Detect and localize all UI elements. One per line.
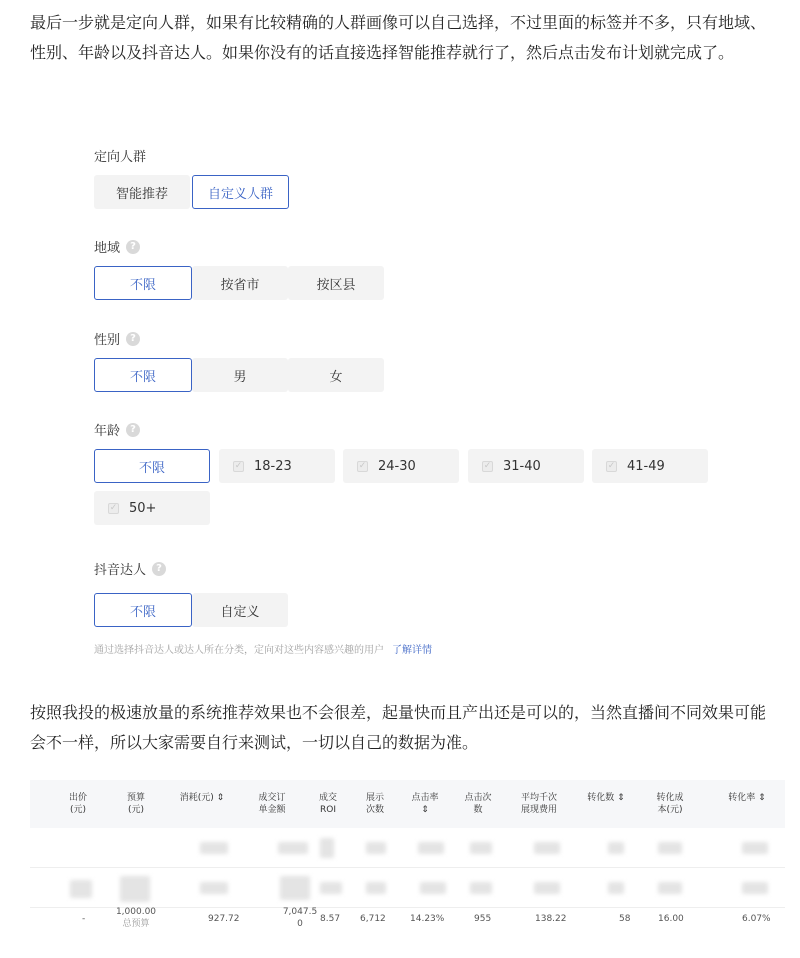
gender-label: [94, 329, 140, 348]
th-budget[interactable]: 预算 (元): [126, 793, 145, 815]
cell-conv-cost: 16.00: [658, 914, 684, 924]
table-row: [30, 868, 785, 908]
cell-impressions: 6,712: [360, 914, 386, 924]
cell-budget: 1,000.00 总预算: [115, 907, 157, 929]
age-option-18-23[interactable]: [219, 449, 335, 483]
hint-text: 通过选择抖音达人或达人所在分类，定向对这些内容感兴趣的用户: [94, 645, 384, 656]
age-option-50-plus[interactable]: [94, 491, 210, 525]
th-clicks[interactable]: 点击次 数: [464, 793, 492, 815]
age-option-label: 50+: [129, 500, 157, 516]
checkbox-icon: ✓: [109, 503, 118, 513]
age-option-31-40[interactable]: [468, 449, 584, 483]
th-cost[interactable]: 消耗(元) ⇕: [179, 793, 225, 803]
table-header: [30, 780, 785, 828]
gender-female[interactable]: 女: [288, 358, 384, 392]
th-cpm[interactable]: 平均千次 展现费用: [520, 793, 557, 815]
age-option-24-30[interactable]: [343, 449, 459, 483]
age-option-41-49[interactable]: [592, 449, 708, 483]
gender-unlimited[interactable]: 不限: [94, 358, 192, 392]
mode-smart-recommend[interactable]: 智能推荐: [94, 175, 190, 209]
intro-paragraph: 最后一步就是定向人群，如果有比较精确的人群画像可以自己选择，不过里面的标签并不多，只有地域、性别、年龄以及抖音达人。如果你没有的话直接选择智能推荐就行了，然后点击发布计划就完成了。: [30, 13, 767, 62]
th-roi[interactable]: 成交 ROI: [318, 793, 337, 815]
age-option-label: 31-40: [503, 458, 541, 474]
region-unlimited[interactable]: 不限: [94, 266, 192, 300]
checkbox-icon: ✓: [483, 461, 492, 471]
cell-conversions: 58: [619, 914, 631, 924]
targeting-title: [94, 146, 146, 165]
douyin-label-text: 抖音达人: [94, 563, 147, 578]
th-order-amount[interactable]: 成交订 单金额: [258, 793, 286, 815]
age-option-label: 24-30: [378, 458, 416, 474]
mode-custom-audience[interactable]: 自定义人群: [192, 175, 289, 209]
region-label: [94, 237, 140, 256]
th-conv-cost[interactable]: 转化成 本(元): [656, 793, 684, 815]
checkbox-icon: ✓: [607, 461, 616, 471]
region-by-province-city[interactable]: 按省市: [192, 266, 288, 300]
age-unlimited[interactable]: 不限: [94, 449, 210, 483]
th-impressions[interactable]: 展示 次数: [365, 793, 384, 815]
douyin-label: [94, 559, 166, 578]
help-icon[interactable]: ?: [152, 562, 166, 576]
cell-cpm: 138.22: [535, 914, 567, 924]
age-option-label: 41-49: [627, 458, 665, 474]
checkbox-icon: ✓: [234, 461, 243, 471]
cell-order-amount: 7,047.5 0: [282, 907, 318, 929]
douyin-hint: [94, 641, 432, 656]
cell-ctr: 14.23%: [410, 914, 445, 924]
th-conversions[interactable]: 转化数 ⇕: [587, 793, 625, 803]
th-bid[interactable]: 出价 (元): [68, 793, 87, 815]
cell-roi: 8.57: [320, 914, 341, 924]
region-by-district[interactable]: 按区县: [288, 266, 384, 300]
targeting-title-text: 定向人群: [94, 150, 147, 165]
learn-more-link[interactable]: 了解详情: [392, 645, 432, 656]
douyin-unlimited[interactable]: 不限: [94, 593, 192, 627]
help-icon[interactable]: ?: [126, 332, 140, 346]
help-icon[interactable]: ?: [126, 240, 140, 254]
th-ctr[interactable]: 点击率 ⇕: [411, 793, 439, 815]
report-table: [30, 780, 785, 948]
table-row: [30, 904, 785, 948]
table-row: [30, 828, 785, 868]
outro-paragraph: 按照我投的极速放量的系统推荐效果也不会很差，起量快而且产出还是可以的，当然直播间不同效果可能会不一样，所以大家需要自行来测试，一切以自己的数据为准。: [30, 703, 767, 752]
help-icon[interactable]: ?: [126, 423, 140, 437]
cell-cost: 927.72: [208, 914, 240, 924]
cell-bid: -: [82, 914, 86, 924]
region-label-text: 地域: [94, 241, 121, 256]
gender-male[interactable]: 男: [192, 358, 288, 392]
age-label-text: 年龄: [94, 424, 121, 439]
checkbox-icon: ✓: [358, 461, 367, 471]
gender-label-text: 性别: [94, 333, 121, 348]
age-option-label: 18-23: [254, 458, 292, 474]
cell-clicks: 955: [474, 914, 492, 924]
cell-conv-rate: 6.07%: [742, 914, 771, 924]
age-label: [94, 420, 140, 439]
th-conv-rate[interactable]: 转化率 ⇕: [728, 793, 766, 803]
douyin-custom[interactable]: 自定义: [192, 593, 288, 627]
